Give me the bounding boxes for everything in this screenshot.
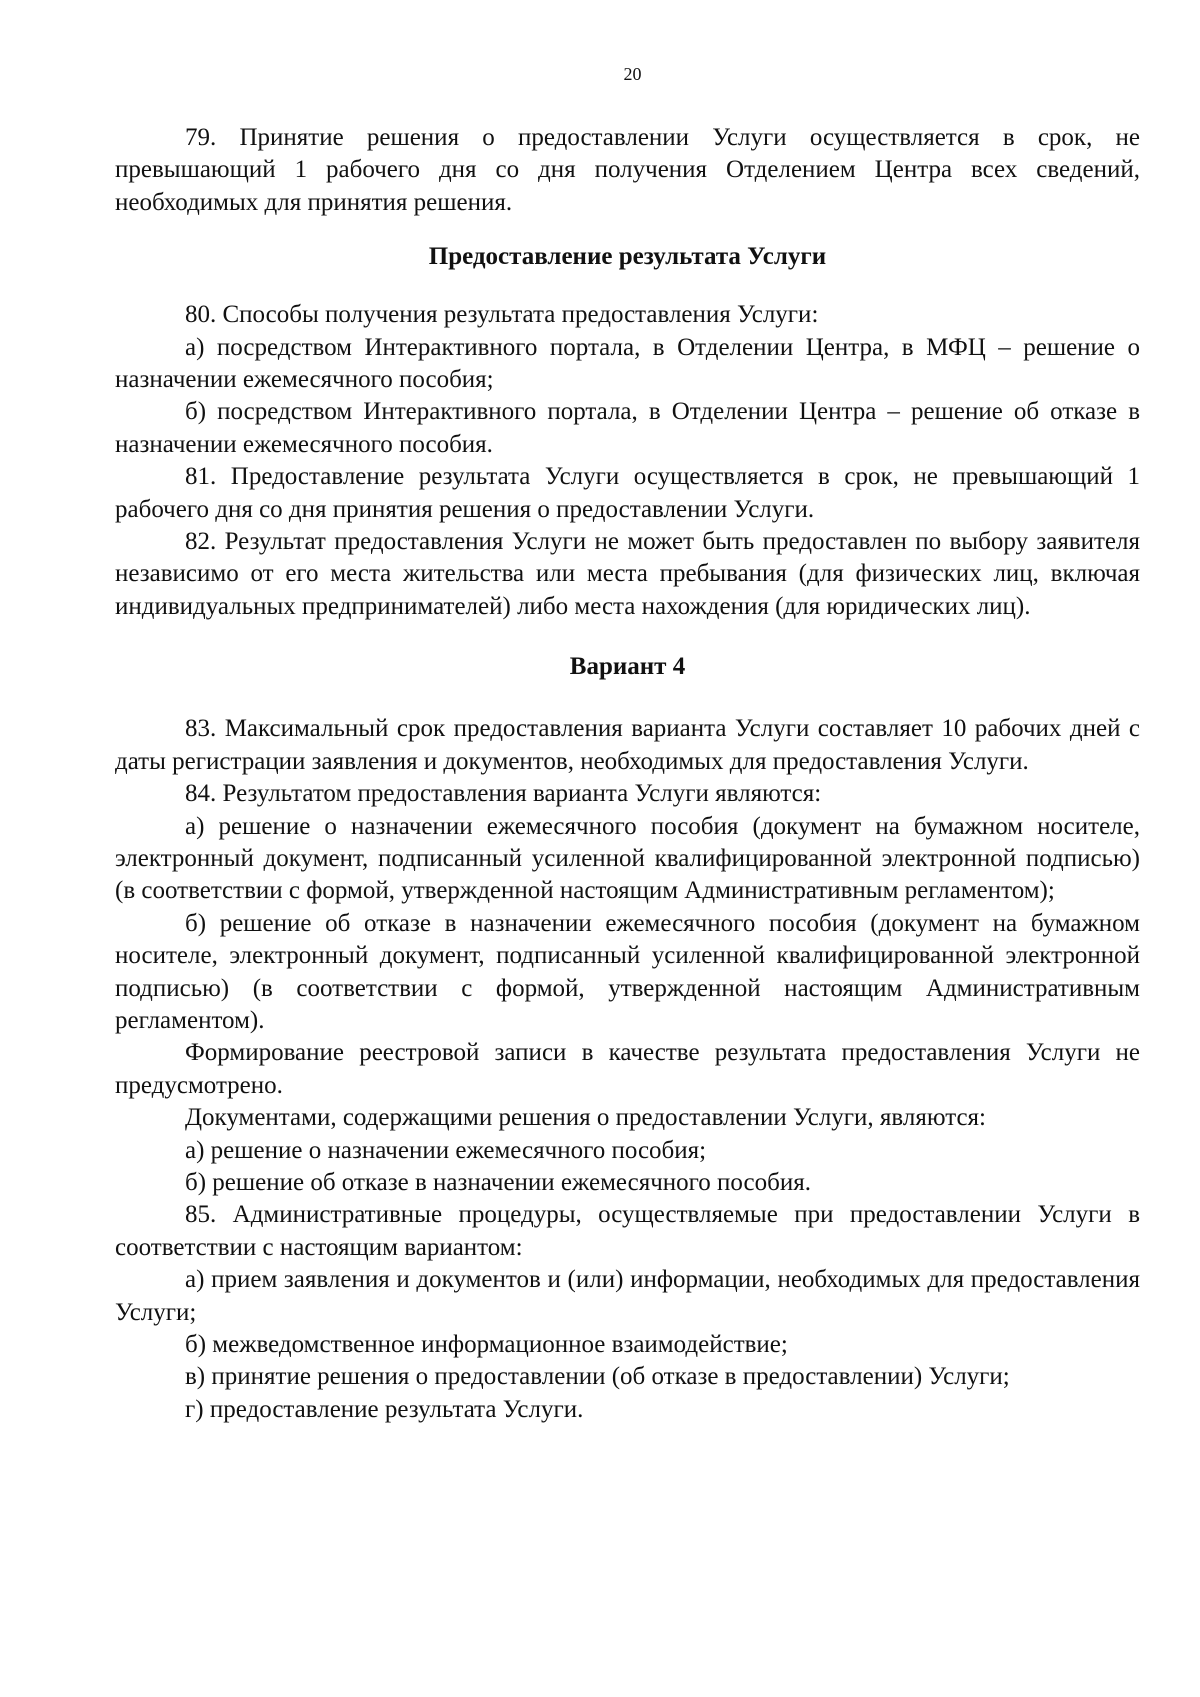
paragraph-84-a: а) решение о назначении ежемесячного пособия (документ на бумажном носителе, электронный документ, подписанный усиленной квалифицированной электронной подписью) (в соответствии с формой, утвержденной настоящим Административным регламентом);: [115, 812, 1140, 905]
section-variant-4-body: [115, 713, 1140, 1426]
paragraph-84-b: б) решение об отказе в назначении ежемесячного пособия (документ на бумажном носителе, электронный документ, подписанный усиленной квалифицированной электронной подписью) (в соответствии с формой, утвержденной настоящим Административным регламентом).: [115, 909, 1140, 1034]
paragraph-85-b: б) межведомственное информационное взаимодействие;: [185, 1331, 788, 1358]
paragraph-80: 80. Способы получения результата предоставления Услуги:: [185, 301, 819, 329]
paragraph-82: 82. Результат предоставления Услуги не может быть предоставлен по выбору заявителя независимо от его места жительства или места пребывания (для физических лиц, включая индивидуальных предпринимателей) либо места нахождения (для юридических лиц).: [115, 528, 1140, 620]
paragraph-81: 81. Предоставление результата Услуги осуществляется в срок, не превышающий 1 рабочего дня со дня принятия решения о предоставлении Услуги.: [115, 463, 1140, 523]
document-page: [115, 62, 1140, 1426]
page-number: 20: [623, 64, 642, 84]
paragraph-85: 85. Административные процедуры, осуществляемые при предоставлении Услуги в соответствии с настоящим вариантом:: [115, 1201, 1140, 1261]
section-heading-result: Предоставление результата Услуги: [428, 243, 827, 271]
paragraph-decision-documents-b: б) решение об отказе в назначении ежемесячного пособия.: [185, 1168, 811, 1196]
paragraph-registry-record: Формирование реестровой записи в качестве результата предоставления Услуги не предусмотрено.: [115, 1039, 1140, 1099]
paragraph-85-v: в) принятие решения о предоставлении (об отказе в предоставлении) Услуги;: [185, 1363, 1010, 1391]
paragraph-79: 79. Принятие решения о предоставлении Услуги осуществляется в срок, не превышающий 1 рабочего дня со дня получения Отделением Центра всех сведений, необходимых для принятия решения.: [115, 124, 1140, 216]
paragraph-80-a: а) посредством Интерактивного портала, в Отделении Центра, в МФЦ – решение о назначении ежемесячного пособия;: [115, 333, 1140, 394]
paragraph-84: 84. Результатом предоставления варианта Услуги являются:: [185, 780, 822, 808]
paragraph-decision-documents: Документами, содержащими решения о предоставлении Услуги, являются:: [185, 1104, 986, 1132]
section-result-body: [115, 299, 1140, 623]
paragraph-85-g: г) предоставление результата Услуги.: [185, 1395, 584, 1423]
paragraph-85-a: а) прием заявления и документов и (или) информации, необходимых для предоставления Услуги;: [115, 1266, 1140, 1326]
paragraph-83: 83. Максимальный срок предоставления варианта Услуги составляет 10 рабочих дней с даты регистрации заявления и документов, необходимых для предоставления Услуги.: [115, 715, 1140, 775]
paragraph-80-b: б) посредством Интерактивного портала, в Отделении Центра – решение об отказе в назначении ежемесячного пособия.: [115, 398, 1140, 458]
section-heading-variant-4: Вариант 4: [569, 653, 686, 681]
paragraph-decision-documents-a: а) решение о назначении ежемесячного пособия;: [185, 1136, 707, 1164]
